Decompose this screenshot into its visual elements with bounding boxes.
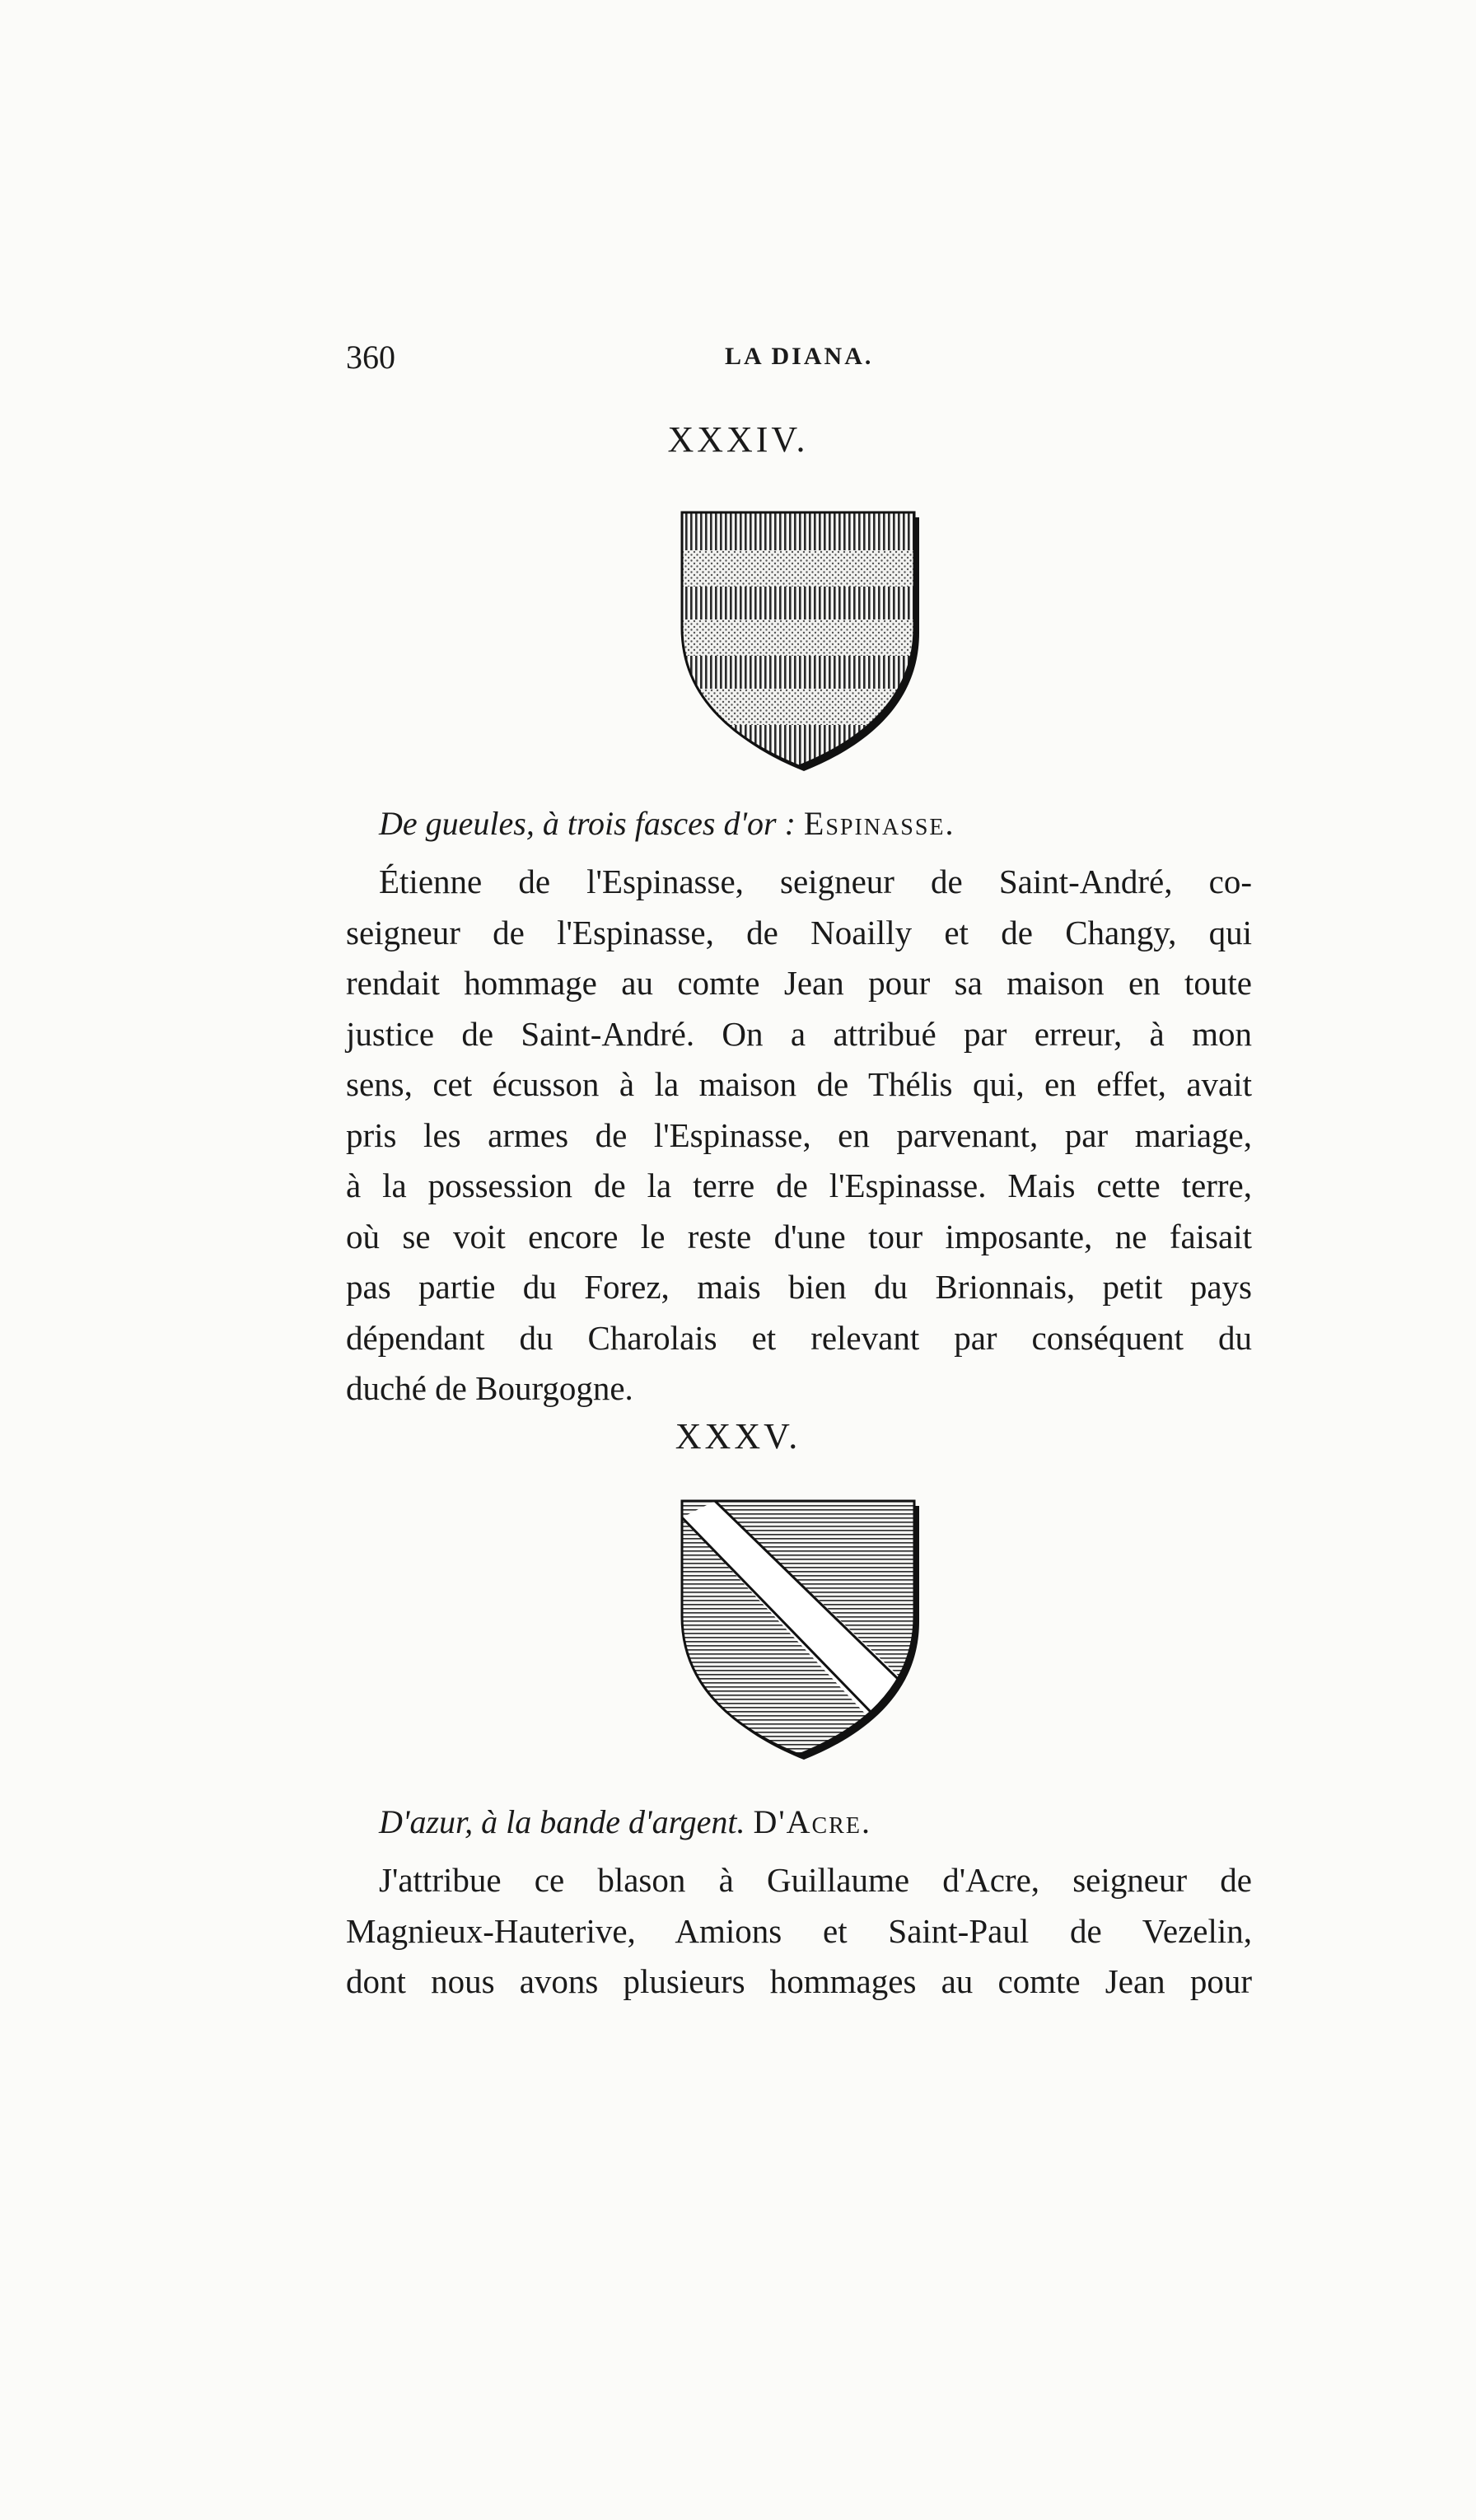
text-line: Magnieux-Hauterive, Amions et Saint-Paul de Vezelin, xyxy=(346,1911,1252,1950)
text-line: sens, cet écusson à la maison de Thélis qui, en effet, avait xyxy=(346,1065,1252,1103)
text-line: pris les armes de l'Espinasse, en parvenant, par mariage, xyxy=(346,1115,1252,1154)
text-line: pas partie du Forez, mais bien du Brionnais, petit pays xyxy=(346,1268,1252,1306)
family-name: D'Acre. xyxy=(753,1803,871,1840)
text-line: dépendant du Charolais et relevant par conséquent du xyxy=(346,1318,1252,1357)
text-line: duché de Bourgogne. xyxy=(346,1369,633,1407)
family-name: Espinasse. xyxy=(803,805,955,842)
text-line: J'attribue ce blason à Guillaume d'Acre, seigneur de xyxy=(379,1861,1252,1899)
shield-three-fesses-icon xyxy=(675,504,922,776)
shield-bend-icon xyxy=(675,1493,922,1765)
text-line: dont nous avons plusieurs hommages au comte Jean pour xyxy=(346,1962,1252,2000)
blazon-text: De gueules, à trois fasces d'or : xyxy=(379,805,796,842)
text-line: Étienne de l'Espinasse, seigneur de Saint-André, co- xyxy=(379,863,1252,900)
blazon-caption-xxxv xyxy=(379,1802,871,1841)
section-numeral-xxxiv: XXXIV. xyxy=(667,419,809,460)
paragraph-xxxv xyxy=(346,1855,1252,2008)
text-line: rendait hommage au comte Jean pour sa maison en toute xyxy=(346,964,1252,1002)
blazon-caption-xxxiv xyxy=(379,804,955,843)
blazon-text: D'azur, à la bande d'argent. xyxy=(379,1803,745,1840)
text-line: où se voit encore le reste d'une tour imposante, ne faisait xyxy=(346,1217,1252,1255)
text-line: seigneur de l'Espinasse, de Noailly et de Changy, qui xyxy=(346,913,1252,951)
text-line: justice de Saint-André. On a attribué par erreur, à mon xyxy=(346,1014,1252,1053)
running-title: LA DIANA. xyxy=(725,343,874,370)
paragraph-xxxiv xyxy=(346,857,1252,1414)
section-numeral-xxxv: XXXV. xyxy=(675,1416,801,1456)
page-number: 360 xyxy=(346,339,395,376)
page-header xyxy=(346,338,1252,387)
text-line: à la possession de la terre de l'Espinasse. Mais cette terre, xyxy=(346,1166,1252,1204)
